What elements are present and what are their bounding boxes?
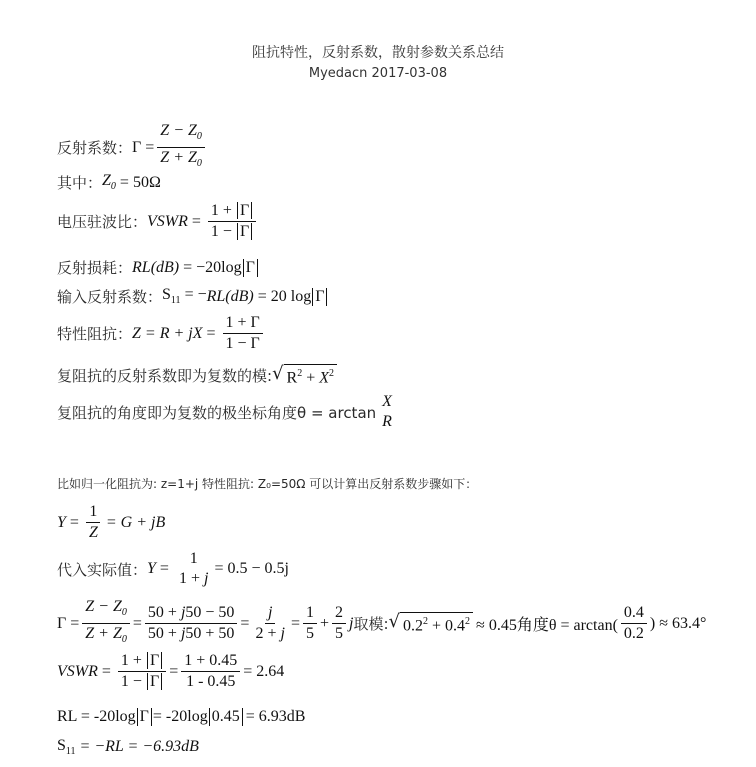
- s11-computation: $S_{11}$ = −RL = −6.93dB: [57, 737, 199, 758]
- vswr-label: 电压驻波比：: [57, 213, 148, 231]
- angle-formula: 复阻抗的角度即为复数的极坐标角度θ = arctan X R: [57, 393, 392, 430]
- page-subtitle: Myedacn 2017-03-08: [308, 66, 448, 81]
- example-intro: 比如归一化阻抗为: z=1+j 特性阻抗: Z₀=50Ω 可以计算出反射系数步骤如下：: [57, 477, 478, 491]
- modulus-formula: 复阻抗的反射系数即为复数的模: √ $R^2 + X^2$: [57, 364, 337, 387]
- s11-formula: 输入反射系数： $S_{11}$ = − RL(dB) = 20 log Γ: [57, 286, 328, 307]
- vswr-computation: VSWR = $\frac{1 + \Gamma}{1 - \Gamma}$ = $\frac{1 + 0.45}{1 - 0.45}$ = 2.64: [57, 652, 285, 690]
- z0-value: = 50Ω: [119, 173, 161, 191]
- char-impedance-formula: 特性阻抗： Z = R + jX = $\frac{1 + \Gamma}{1 - \Gamma}$: [57, 314, 266, 353]
- vswr-formula: 电压驻波比： VSWR = $\frac{1 + \Gamma}{1 - \Gamma}$: [57, 202, 259, 241]
- gamma-computation: Γ = $\frac{Z - Z_0}{Z + Z_0}$ = $\frac{50 + j50 - 50}{50 + j50 + 50}$ = $\frac{j}{2 + j}$ = $\frac{1}{5}$ + $\frac{2}{5}$ j 取模: √ $0.2^2 + 0.4^2$ ≈ 0.45角度θ = arctan( $\frac{0.4}{0.2}$ ) ≈ 63.4°: [57, 598, 707, 646]
- angle-result: ) ≈ 63.4°: [649, 614, 707, 632]
- reflection-label: 反射系数：: [57, 139, 133, 158]
- substitute-label: 代入实际值：: [57, 560, 148, 579]
- y-result: = G + jB: [105, 513, 166, 531]
- z0-label: 其中：: [57, 174, 103, 192]
- z0-formula: 其中： $Z_0$ = 50Ω: [57, 172, 161, 193]
- rl-label: 反射损耗：: [57, 259, 133, 277]
- modulus-text: 取模:: [353, 615, 389, 634]
- modulus-result: ≈ 0.45角度θ = arctan(: [476, 617, 618, 635]
- vswr-result: = 2.64: [243, 662, 285, 680]
- rl-computation: RL = -20log Γ = -20log 0.45 = 6.93dB: [57, 708, 306, 725]
- return-loss-formula: 反射损耗： RL(dB) = −20log Γ: [57, 257, 259, 278]
- substitute-formula: 代入实际值： Y = 1 1 + j = 0.5 − 0.5j: [57, 550, 289, 587]
- page-title: 阻抗特性，反射系数，散射参数关系总结: [252, 45, 504, 61]
- y-value: = 0.5 − 0.5j: [214, 560, 289, 577]
- s11-label: 输入反射系数：: [57, 288, 163, 306]
- angle-label: 复阻抗的角度即为复数的极坐标角度θ = arctan: [57, 403, 377, 422]
- modulus-label: 复阻抗的反射系数即为复数的模:: [57, 367, 273, 386]
- admittance-formula: Y = $\frac{1}{Z}$ = G + jB: [57, 503, 166, 541]
- s11-expr: = 20 log: [257, 287, 312, 305]
- s11-result: = −RL = −6.93dB: [79, 738, 199, 756]
- rl-result: = 6.93dB: [245, 708, 306, 725]
- char-label: 特性阻抗：: [57, 325, 133, 343]
- rl-expr: = −20log: [183, 258, 242, 276]
- reflection-formula: 反射系数： Γ = $\frac{Z - Z_0}{Z + Z_0}$: [57, 122, 208, 173]
